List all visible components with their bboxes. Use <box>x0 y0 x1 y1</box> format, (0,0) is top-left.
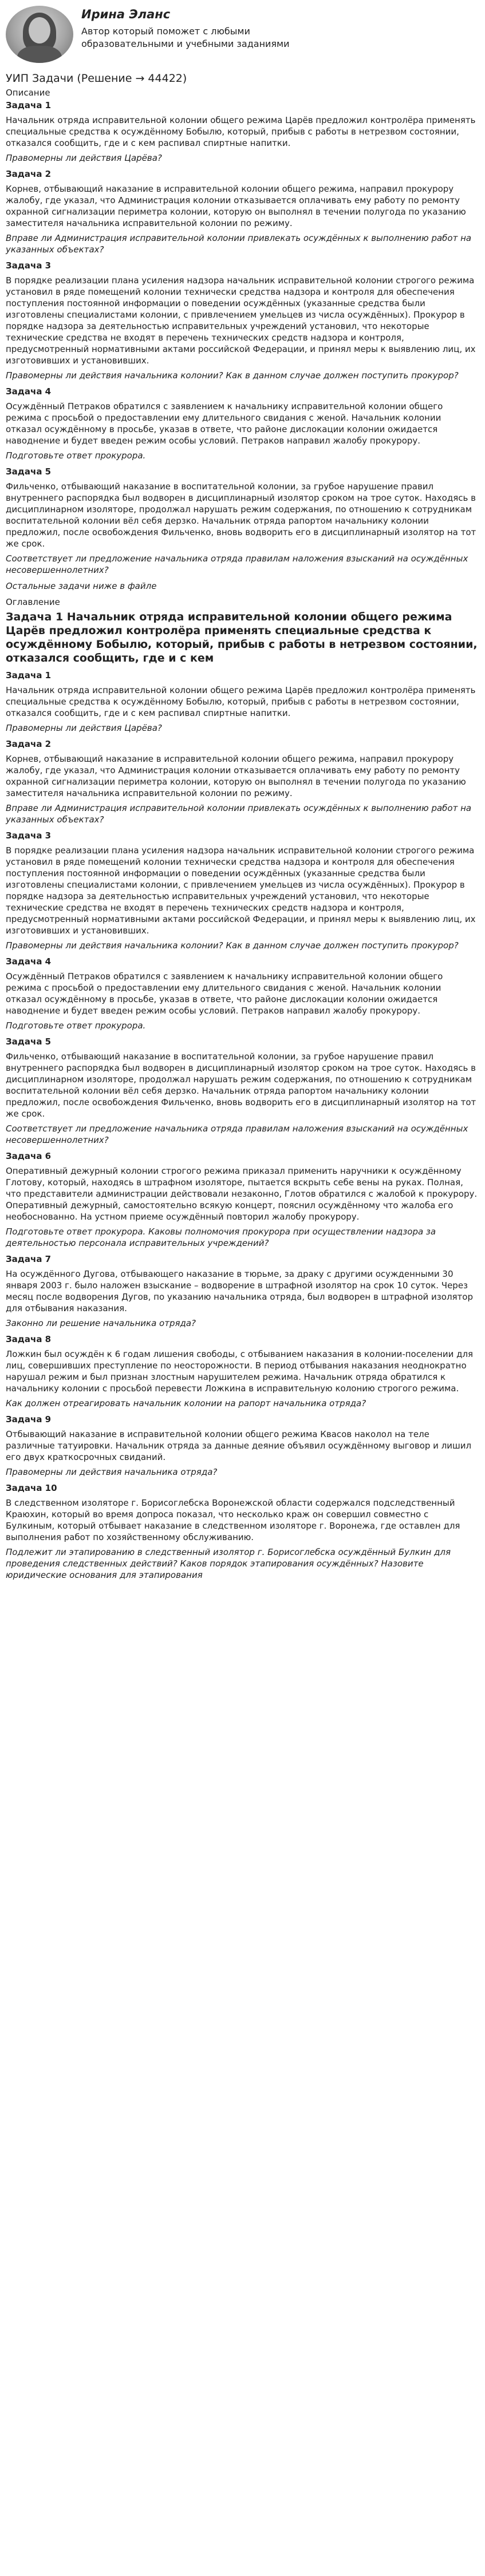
task-text: На осуждённого Дугова, отбывающего наказание в тюрьме, за драку с другими осужденными 30 января 2003 г. было наложен взыскание – водворение в штрафной изолятор на срок 10 суток. Через месяц после водворения Дугов, по указанию начальника отряда, был водворен в штрафной изолятор для отбывания наказания. <box>6 1269 473 1313</box>
task-heading: Задача 3 <box>6 830 52 841</box>
task-text: Осуждённый Петраков обратился с заявлением к начальнику исправительной колонии общего режима с просьбой о предоставлении ему длительного свидания с женой. Начальник колонии отказал осуждённому в просьбе, указав в ответе, что районе дислокации колонии ожидается наводнение и будет введен режим особы условий. Петраков направил жалобу прокурору. <box>6 971 443 1016</box>
task-text: Фильченко, отбывающий наказание в воспитательной колонии, за грубое нарушение правил внутреннего распорядка был водворен в дисциплинарный изолятор сроком на трое суток. Находясь в дисциплинарном изоляторе, продолжал нарушать режим содержания, по отношению к сотрудникам воспитательной колонии вёл себя дерзко. Начальник отряда рапортом начальнику колонии предложил, после освобождения Фильченко, вновь водворить его в дисциплинарный изолятор на тот же срок. <box>6 481 476 549</box>
task-question: Правомерны ли действия Царёва? <box>6 723 162 733</box>
task-block <box>6 738 479 825</box>
task-text: В порядке реализации плана усиления надзора начальник исправительной колонии строгого режима установил в ряде помещений колонии технически средства надзора и контроля для обеспечения поступления постоянной информации о поведении осуждённых (указанные средства были изготовлены специалистами колонии, с привлечением умельцев из числа осуждённых). Прокурор в порядке надзора за деятельностью исправительных учреждений установил, что некоторые технические средства не входят в перечень технических средств надзора и контроля, предусмотренный нормативными актами российской Федерации, и принял меры к выявлению лиц, их изготовивших и установивших. <box>6 275 476 366</box>
task-heading: Задача 1 <box>6 670 52 680</box>
task-question: Подлежит ли этапированию в следственный изолятор г. Борисоглебска осуждённый Булкин для проведения следственных действий? Каков порядок этапирования осуждённых? Назовите юридические основания для этапирования <box>6 1547 451 1580</box>
task-heading: Задача 3 <box>6 260 52 271</box>
task-heading: Задача 4 <box>6 386 52 397</box>
task-heading: Задача 10 <box>6 1483 57 1493</box>
task-heading: Задача 8 <box>6 1334 52 1344</box>
task-question: Правомерны ли действия начальника колонии? Как в данном случае должен поступить прокурор? <box>6 370 459 381</box>
task-heading: Задача 7 <box>6 1254 52 1264</box>
toc-label: Оглавление <box>6 597 60 607</box>
task-block <box>6 1253 479 1329</box>
author-info <box>73 6 322 50</box>
toc-tasks <box>6 670 479 1581</box>
task-block <box>6 670 479 734</box>
task-block <box>6 1333 479 1409</box>
remaining-note: Остальные задачи ниже в файле <box>6 581 157 591</box>
task-question: Подготовьте ответ прокурора. <box>6 450 146 461</box>
task-block <box>6 956 479 1031</box>
task-block <box>6 168 479 255</box>
task-text: Начальник отряда исправительной колонии общего режима Царёв предложил контролёра применять специальные средства к осуждённому Бобылю, который, прибыв с работы в нетрезвом состоянии, отказался сообщить, где и с кем распивал спиртные напитки. <box>6 685 476 718</box>
task-block <box>6 1482 479 1581</box>
task-text: Осуждённый Петраков обратился с заявлением к начальнику исправительной колонии общего режима с просьбой о предоставлении ему длительного свидания с женой. Начальник колонии отказал осуждённому в просьбе, указав в ответе, что районе дислокации колонии ожидается наводнение и будет введен режим особы условий. Петраков направил жалобу прокурору. <box>6 401 443 446</box>
task-block <box>6 466 479 576</box>
task-heading: Задача 5 <box>6 466 52 477</box>
task-question: Подготовьте ответ прокурора. Каковы полномочия прокурора при осуществлении надзора за деятельностью персонала исправительных учреждений? <box>6 1226 436 1248</box>
task-text: Фильченко, отбывающий наказание в воспитательной колонии, за грубое нарушение правил внутреннего распорядка был водворен в дисциплинарный изолятор сроком на трое суток. Находясь в дисциплинарном изоляторе, продолжал нарушать режим содержания, по отношению к сотрудникам воспитательной колонии вёл себя дерзко. Начальник отряда рапортом начальнику колонии предложил, после освобождения Фильченко, вновь водворить его в дисциплинарный изолятор на тот же срок. <box>6 1051 476 1119</box>
task-text: В следственном изоляторе г. Борисоглебска Воронежской области содержался подследственный Краюхин, который во время допроса показал, что несколько краж он совершил совместно с Булкиным, который отбывает наказание в следственном изоляторе г. Воронежа, где оставлен для выполнения работ по хозяйственному обслуживанию. <box>6 1498 460 1542</box>
task-question: Соответствует ли предложение начальника отряда правилам наложения взысканий на осуждённых несовершеннолетних? <box>6 553 468 575</box>
task-block <box>6 386 479 461</box>
task-question: Законно ли решение начальника отряда? <box>6 1318 196 1328</box>
task-question: Подготовьте ответ прокурора. <box>6 1020 146 1031</box>
author-avatar[interactable] <box>6 6 73 63</box>
task-block <box>6 1414 479 1478</box>
task-question: Правомерны ли действия начальника колонии? Как в данном случае должен поступить прокурор? <box>6 940 459 951</box>
task-text: Корнев, отбывающий наказание в исправительной колонии общего режима, направил прокурору жалобу, где указал, что Администрация колонии отказывается оплачивать ему работу по ремонту охранной сигнализации периметра колонии, которую он выполнял в течении полугода по указанию заместителя начальника исправительной колонии по режиму. <box>6 184 466 228</box>
task-block <box>6 100 479 164</box>
task-text: Отбывающий наказание в исправительной колонии общего режима Квасов наколол на теле различные татуировки. Начальник отряда за данные деяние объявил осуждённому выговор и лишил его двух краткосрочных свиданий. <box>6 1429 472 1462</box>
task-heading: Задача 1 <box>6 100 52 110</box>
task-text: Корнев, отбывающий наказание в исправительной колонии общего режима, направил прокурору жалобу, где указал, что Администрация колонии отказывается оплачивать ему работу по ремонту охранной сигнализации периметра колонии, которую он выполнял в течении полугода по указанию заместителя начальника исправительной колонии по режиму. <box>6 754 466 798</box>
task-heading: Задача 2 <box>6 169 52 179</box>
author-description: Автор который поможет с любыми образовательными и учебными заданиями <box>81 26 290 49</box>
author-header <box>6 3 479 66</box>
task-question: Вправе ли Администрация исправительной колонии привлекать осуждённых к выполнению работ на указанных объектах? <box>6 803 472 825</box>
author-name[interactable]: Ирина Эланс <box>81 7 171 21</box>
task-heading: Задача 5 <box>6 1036 52 1047</box>
task-block <box>6 260 479 381</box>
task-block <box>6 1036 479 1146</box>
task-question: Как должен отреагировать начальник колонии на рапорт начальника отряда? <box>6 1398 366 1408</box>
task-text: Оперативный дежурный колонии строгого режима приказал применить наручники к осуждённому Глотову, который, находясь в штрафном изоляторе, пытается вскрыть себе вены на руках. Полная, что представители администрации действовали незаконно, Глотов обратился с жалобой к прокурору. Оперативный дежурный, самостоятельно всякую концерт, пояснил осуждённому что жалоба его необоснованно. На устном приеме осуждённый повторил жалобу прокурору. <box>6 1166 478 1222</box>
task-question: Вправе ли Администрация исправительной колонии привлекать осуждённых к выполнению работ на указанных объектах? <box>6 233 472 255</box>
description-tasks <box>6 100 479 576</box>
task-question: Соответствует ли предложение начальника отряда правилам наложения взысканий на осуждённых несовершеннолетних? <box>6 1123 468 1145</box>
task-block <box>6 1150 479 1249</box>
task-heading: Задача 2 <box>6 739 52 749</box>
task-question: Правомерны ли действия начальника отряда? <box>6 1467 218 1477</box>
task-text: Ложкин был осуждён к 6 годам лишения свободы, с отбыванием наказания в колонии-поселении для лиц, совершивших преступление по неосторожности. В период отбывания наказания неоднократно нарушал режим и был признан злостным нарушителем режима. Начальник отряда обратился к начальнику колонии с просьбой перевести Ложкина в исправительную колонию строгого режима. <box>6 1349 474 1394</box>
task-text: В порядке реализации плана усиления надзора начальник исправительной колонии строгого режима установил в ряде помещений колонии технически средства надзора и контроля для обеспечения поступления постоянной информации о поведении осуждённых (указанные средства были изготовлены специалистами колонии, с привлечением умельцев из числа осуждённых). Прокурор в порядке надзора за деятельностью исправительных учреждений установил, что некоторые технические средства не входят в перечень технических средств надзора и контроля, предусмотренный нормативными актами российской Федерации, и принял меры к выявлению лиц, их изготовивших и установивших. <box>6 845 476 936</box>
document-title: УИП Задачи (Решение → 44422) <box>6 72 187 85</box>
task-heading: Задача 4 <box>6 956 52 967</box>
task-heading: Задача 9 <box>6 1414 52 1424</box>
toc-big-heading: Задача 1 Начальник отряда исправительной колонии общего режима Царёв предложил контролёра применять специальные средства к осуждённому Бобылю, который, прибыв с работы в нетрезвом состоянии, отказался сообщить, где и с кем <box>6 611 478 664</box>
task-block <box>6 830 479 951</box>
task-text: Начальник отряда исправительной колонии общего режима Царёв предложил контролёра применять специальные средства к осуждённому Бобылю, который, прибыв с работы в нетрезвом состоянии, отказался сообщить, где и с кем распивал спиртные напитки. <box>6 115 476 148</box>
description-label: Описание <box>6 88 50 98</box>
task-heading: Задача 6 <box>6 1151 52 1161</box>
task-question: Правомерны ли действия Царёва? <box>6 153 162 163</box>
